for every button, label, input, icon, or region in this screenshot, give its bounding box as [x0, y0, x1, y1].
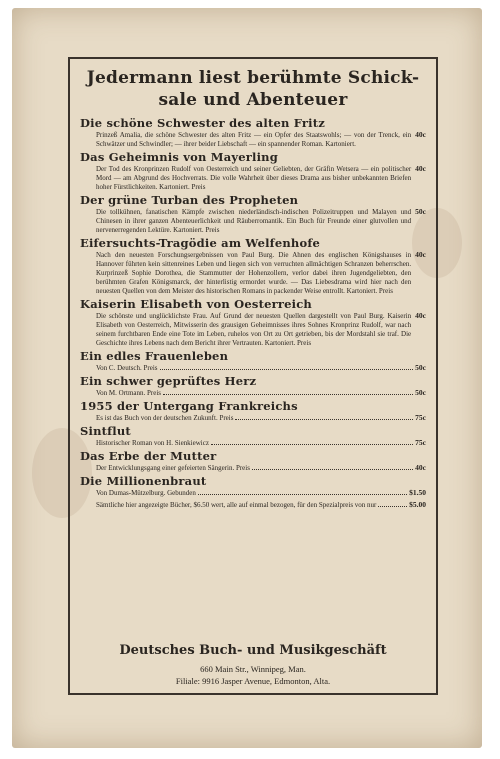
book-title: Eifersuchts-Tragödie am Welfenhofe: [80, 236, 320, 250]
shop-footer: [70, 643, 436, 687]
book-price: 75c: [415, 438, 426, 447]
book-price: 40c: [415, 164, 426, 173]
book-price: 50c: [415, 388, 426, 397]
book-item: [80, 151, 426, 192]
book-price: $1.50: [409, 488, 426, 497]
book-title: Das Erbe der Mutter: [80, 449, 217, 463]
book-title: Die schöne Schwester des alten Fritz: [80, 116, 325, 130]
book-description: Historischer Roman von H. Sienkiewicz: [96, 439, 209, 447]
book-description: Von M. Ortmann. Preis: [96, 389, 162, 397]
book-price: 40c: [415, 311, 426, 320]
book-description: Die schönste und unglücklichste Frau. Auf Grund der neuesten Quellen dargestellt von Paul Burg. Kaiserin Elisabeth von Oesterreich, Mitwisserin des grausigen Geheimnisses ihres Sohnes Kronprinz Rudolf, war nach seinem furchtbaren Ende eine Tote im Leben, ruhelos von Ort zu Ort getrieben, bis der Mordstahl sie traf. Die Geschichte ihres Lebens nach dem Bericht ihrer Vertrauten. Kartoniert. Preis: [96, 312, 412, 347]
book-price: 50c: [415, 363, 426, 372]
summary-price: $5.00: [409, 500, 426, 509]
dotted-leader: [235, 419, 413, 420]
shop-branch: Filiale: 9916 Jasper Avenue, Edmonton, Alta.: [175, 676, 331, 686]
book-price: 40c: [415, 130, 426, 139]
summary-text: Sämtliche hier angezeigte Bücher, $6.50 wert, alle auf einmal bezogen, für den Spezialpreis von nur: [96, 501, 377, 509]
book-item: [80, 450, 426, 473]
book-item: [80, 400, 426, 423]
dotted-leader: [252, 469, 413, 470]
book-description: Die tollkühnen, fanatischen Kämpfe zwischen niederländisch-indischen Polizeitruppen und Malayen und Chinesen in ihrer ganzen Abenteuerlichkeit und Räuberromantik. Ein Buch für Freunde einer glutvollen und nervenerregenden Lektüre. Kartoniert. Preis: [96, 208, 412, 234]
book-description: Von Dumas-Mützelburg. Gebunden: [96, 489, 196, 497]
book-title: Die Millionenbraut: [80, 474, 207, 488]
book-description: Der Entwicklungsgang einer gefeierten Sängerin. Preis: [96, 464, 250, 472]
book-list: [80, 117, 426, 498]
book-description: Nach den neuesten Forschungsergebnissen von Paul Burg. Die Ahnen des englischen Königshauses in Hannover führten kein sittenreines Leben und liegen sich von verruchten allmächtigen Schranzen beherrschen. Kurprinzeß Sophie Dorothea, die Stammutter der Hohenzollern, verlor dabei ihren Jugendgeliebten, den berühmten Grafen Königsmarck, der hinterlistig ermordet wurde. — Das Liebesdrama wird hier nach den neuesten Quellen von dem Meister des historischen Romans in packender Weise entrollt. Kartoniert. Preis: [96, 251, 412, 295]
book-item: [80, 117, 426, 149]
book-title: Ein schwer geprüftes Herz: [80, 374, 257, 388]
book-description: Prinzeß Amalia, die schöne Schwester des alten Fritz — ein Opfer des Staatswohls; — von der Trenck, ein Schwätzer und Schwindler; — ihrer beider Liebschaft — ein spannender Roman. Kartoniert.: [96, 131, 412, 148]
title-line-1: Jedermann liest berühmte Schick-: [86, 68, 420, 88]
book-price: 40c: [415, 463, 426, 472]
book-title: Sintflut: [80, 424, 131, 438]
book-title: Der grüne Turban des Propheten: [80, 193, 299, 207]
book-description: Es ist das Buch von der deutschen Zukunft. Preis: [96, 414, 234, 422]
book-price: 75c: [415, 413, 426, 422]
book-item: [80, 237, 426, 296]
page-title: [80, 67, 426, 111]
dotted-leader: [198, 494, 407, 495]
book-price: 50c: [415, 207, 426, 216]
book-title: 1955 der Untergang Frankreichs: [80, 399, 298, 413]
advertisement-frame: [68, 57, 438, 695]
book-description: Der Tod des Kronprinzen Rudolf von Oesterreich und seiner Geliebten, der Gräfin Wetsera — ein politischer Mord — am Abgrund des Hochverrats. Die volle Wahrheit über dieses Drama aus bisher unbekannten Briefen hoher Fürstlichkeiten. Kartoniert. Preis: [96, 165, 412, 191]
book-item: [80, 375, 426, 398]
dotted-leader: [378, 506, 407, 507]
summary-offer: [80, 500, 426, 510]
book-item: [80, 350, 426, 373]
shop-address: 660 Main Str., Winnipeg, Man.: [200, 664, 306, 674]
book-item: [80, 298, 426, 348]
book-description: Von C. Deutsch. Preis: [96, 364, 158, 372]
book-price: 40c: [415, 250, 426, 259]
dotted-leader: [163, 394, 413, 395]
book-title: Das Geheimnis von Mayerling: [80, 150, 278, 164]
book-item: [80, 425, 426, 448]
dotted-leader: [211, 444, 413, 445]
shop-name: Deutsches Buch- und Musikgeschäft: [119, 643, 387, 658]
book-title: Kaiserin Elisabeth von Oesterreich: [80, 297, 312, 311]
title-line-2: sale und Abenteuer: [158, 90, 348, 110]
dotted-leader: [160, 369, 414, 370]
book-item: [80, 475, 426, 498]
book-item: [80, 194, 426, 235]
book-title: Ein edles Frauenleben: [80, 349, 229, 363]
